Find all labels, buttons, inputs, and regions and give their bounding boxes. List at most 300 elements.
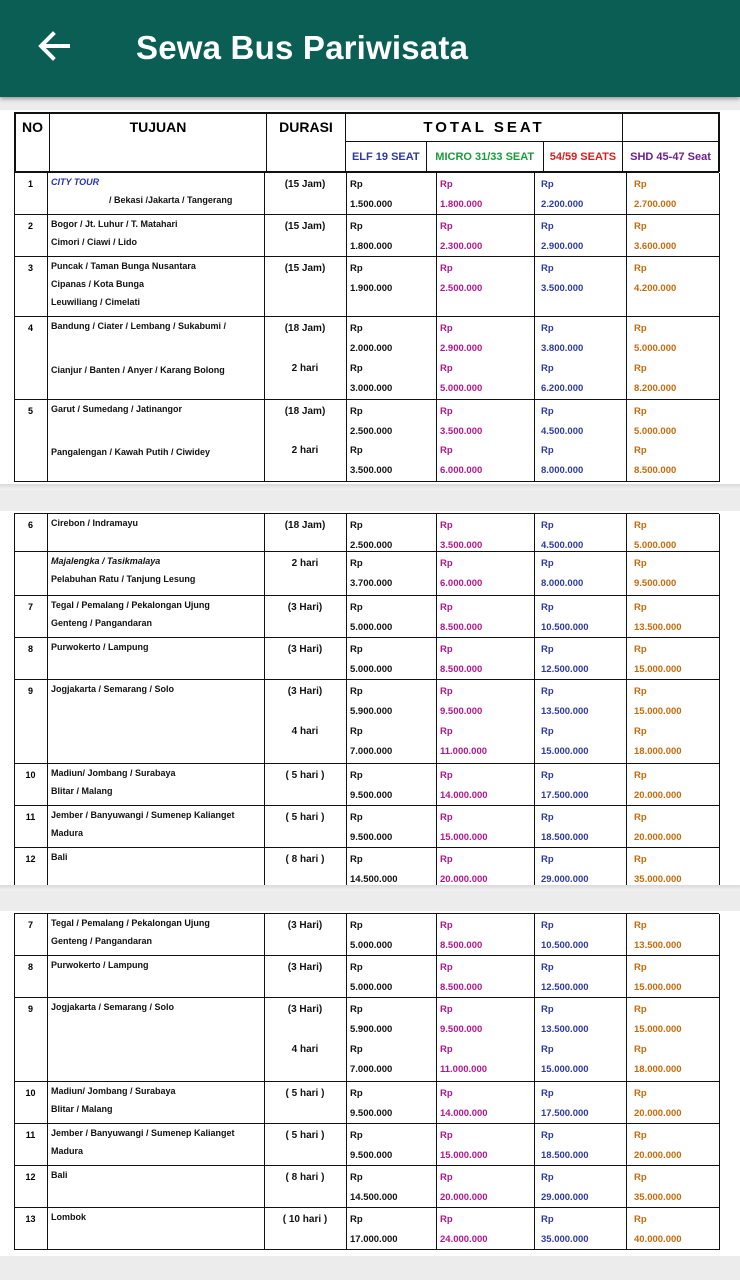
- price-value: 7.000.000: [350, 1064, 393, 1075]
- price-value: 8.200.000: [634, 382, 677, 394]
- table-divider: [436, 680, 437, 764]
- row-number: 8: [27, 962, 33, 972]
- currency-label: Rp: [440, 323, 453, 334]
- table-divider: [719, 1166, 720, 1208]
- price-value: 13.500.000: [634, 940, 682, 951]
- price-value: 2.900.000: [440, 343, 483, 354]
- screenshot-separator: [0, 484, 740, 490]
- table-divider: [436, 1208, 437, 1250]
- table-divider: [346, 1208, 347, 1250]
- price-value: 1.800.000: [350, 241, 393, 252]
- table-divider: [534, 173, 535, 215]
- duration-text: (3 Hari): [287, 1004, 323, 1015]
- destination-text: Cipanas / Kota Bunga: [51, 279, 145, 289]
- currency-label: Rp: [541, 686, 554, 697]
- currency-label: Rp: [440, 726, 453, 737]
- table-divider: [534, 257, 535, 317]
- table-divider: [534, 638, 535, 680]
- destination-text: Tegal / Pemalang / Pekalongan Ujung: [51, 918, 210, 928]
- table-divider: [47, 215, 48, 257]
- price-value: 2.200.000: [541, 199, 584, 210]
- row-number: 10: [25, 770, 36, 780]
- table-row: [14, 1165, 719, 1208]
- price-value: 5.900.000: [350, 1024, 393, 1035]
- currency-label: Rp: [634, 854, 647, 865]
- table-divider: [626, 514, 627, 552]
- table-row: [14, 1207, 719, 1250]
- table-divider: [719, 257, 720, 317]
- table-divider: [534, 1208, 535, 1250]
- row-number: 11: [25, 1130, 36, 1140]
- price-value: 20.000.000: [634, 790, 682, 801]
- duration-text: (18 Jam): [284, 520, 326, 531]
- currency-label: Rp: [541, 520, 554, 531]
- currency-label: Rp: [350, 854, 363, 865]
- currency-label: Rp: [440, 520, 453, 531]
- row-number: 6: [27, 520, 33, 530]
- table-row: [14, 997, 719, 1082]
- currency-label: Rp: [350, 644, 363, 655]
- destination-text: Madura: [51, 1146, 84, 1156]
- destination-text: Bali: [51, 1170, 68, 1180]
- duration-text: ( 8 hari ): [285, 1172, 325, 1183]
- row-number: 1: [27, 179, 33, 189]
- price-table-image-3: [0, 911, 740, 1256]
- table-bottom-border: [14, 1249, 719, 1250]
- table-divider: [626, 173, 627, 215]
- currency-label: Rp: [541, 323, 554, 334]
- table-divider: [719, 1124, 720, 1166]
- price-value: 8.000.000: [541, 465, 584, 476]
- currency-label: Rp: [350, 1130, 363, 1141]
- price-value: 8.000.000: [541, 578, 584, 589]
- table-divider: [719, 638, 720, 680]
- currency-label: Rp: [634, 962, 647, 973]
- currency-label: Rp: [350, 962, 363, 973]
- destination-text: Garut / Sumedang / Jatinangor: [51, 404, 183, 414]
- currency-label: Rp: [440, 602, 453, 613]
- currency-label: Rp: [541, 1088, 554, 1099]
- table-row: [14, 805, 719, 848]
- table-divider: [346, 1166, 347, 1208]
- table-divider: [719, 848, 720, 885]
- price-value: 5.000.000: [634, 343, 677, 354]
- destination-text: Cirebon / Indramayu: [51, 518, 139, 528]
- currency-label: Rp: [634, 1130, 647, 1141]
- currency-label: Rp: [541, 962, 554, 973]
- price-value: 15.000.000: [634, 706, 682, 717]
- price-value: 3.500.000: [440, 540, 483, 551]
- table-divider: [436, 552, 437, 596]
- price-value: 18.000.000: [634, 1064, 682, 1075]
- table-divider: [719, 1208, 720, 1250]
- currency-label: Rp: [350, 1172, 363, 1183]
- table-divider: [346, 257, 347, 317]
- price-value: 5.000.000: [350, 664, 393, 675]
- currency-label: Rp: [350, 263, 363, 274]
- currency-label: Rp: [634, 221, 647, 232]
- table-divider: [47, 638, 48, 680]
- table-divider: [626, 257, 627, 317]
- table-divider: [534, 1082, 535, 1124]
- price-value: 15.000.000: [541, 1064, 589, 1075]
- table-divider: [534, 552, 535, 596]
- currency-label: Rp: [440, 644, 453, 655]
- currency-label: Rp: [440, 1172, 453, 1183]
- row-number: 8: [27, 644, 33, 654]
- price-value: 3.500.000: [350, 465, 393, 476]
- price-value: 8.500.000: [440, 622, 483, 633]
- currency-label: Rp: [350, 1088, 363, 1099]
- price-value: 17.000.000: [350, 1234, 398, 1245]
- table-divider: [436, 806, 437, 848]
- table-divider: [534, 914, 535, 956]
- currency-label: Rp: [350, 406, 363, 417]
- destination-text: Genteng / Pangandaran: [51, 618, 153, 628]
- destination-text: Madiun/ Jombang / Surabaya: [51, 768, 176, 778]
- price-value: 20.000.000: [440, 1192, 488, 1203]
- table-row: [14, 513, 719, 552]
- currency-label: Rp: [634, 179, 647, 190]
- price-value: 5.000.000: [634, 426, 677, 437]
- duration-text: (3 Hari): [287, 962, 323, 973]
- price-value: 15.000.000: [541, 746, 589, 757]
- price-value: 7.000.000: [350, 746, 393, 757]
- table-row: [14, 551, 719, 596]
- price-value: 5.000.000: [440, 382, 483, 394]
- table-divider: [346, 173, 347, 215]
- table-divider: [436, 1166, 437, 1208]
- table-divider: [47, 596, 48, 638]
- currency-label: Rp: [440, 854, 453, 865]
- table-divider: [719, 806, 720, 848]
- price-value: 2.000.000: [350, 343, 393, 354]
- table-row: [14, 679, 719, 764]
- currency-label: Rp: [541, 854, 554, 865]
- table-divider: [534, 956, 535, 998]
- table-divider: [719, 956, 720, 998]
- price-value: 2.500.000: [350, 540, 393, 551]
- table-divider: [626, 215, 627, 257]
- row-number: 3: [27, 263, 33, 273]
- currency-label: Rp: [634, 812, 647, 823]
- price-value: 5.000.000: [350, 982, 393, 993]
- destination-text: / Bekasi /Jakarta / Tangerang: [109, 195, 233, 205]
- table-divider: [346, 806, 347, 848]
- table-row: [14, 214, 719, 257]
- currency-label: Rp: [350, 686, 363, 697]
- currency-label: Rp: [350, 1044, 363, 1055]
- currency-label: Rp: [541, 920, 554, 931]
- table-divider: [346, 998, 347, 1082]
- row-number: 11: [25, 812, 36, 822]
- row-number: 13: [25, 1214, 36, 1224]
- header-total-seat: TOTAL SEAT: [346, 114, 623, 142]
- table-divider: [626, 956, 627, 998]
- table-row: [14, 1123, 719, 1166]
- table-divider: [534, 215, 535, 257]
- price-value: 12.500.000: [541, 664, 589, 675]
- currency-label: Rp: [541, 221, 554, 232]
- duration-text: (15 Jam): [284, 179, 326, 190]
- table-divider: [719, 914, 720, 956]
- price-value: 3.500.000: [541, 283, 584, 294]
- table-divider: [719, 596, 720, 638]
- currency-label: Rp: [634, 1004, 647, 1015]
- table-divider: [47, 914, 48, 956]
- table-bottom-border: [14, 481, 719, 482]
- price-value: 15.000.000: [634, 664, 682, 675]
- currency-label: Rp: [541, 1172, 554, 1183]
- currency-label: Rp: [541, 812, 554, 823]
- table-divider: [626, 552, 627, 596]
- table-divider: [719, 173, 720, 215]
- currency-label: Rp: [634, 558, 647, 569]
- price-value: 3.600.000: [634, 241, 677, 252]
- table-divider: [534, 680, 535, 764]
- table-divider: [626, 998, 627, 1082]
- duration-text: 2 hari: [291, 445, 319, 456]
- table-divider: [47, 806, 48, 848]
- destination-text: Puncak / Taman Bunga Nusantara: [51, 261, 196, 271]
- price-value: 17.500.000: [541, 1108, 589, 1119]
- row-number: 4: [27, 323, 33, 333]
- duration-text: 2 hari: [291, 362, 319, 374]
- table-divider: [534, 806, 535, 848]
- row-number: 7: [27, 602, 33, 612]
- duration-text: (15 Jam): [284, 221, 326, 232]
- price-value: 2.900.000: [541, 241, 584, 252]
- table-row: [14, 399, 719, 482]
- table-row: [14, 595, 719, 638]
- currency-label: Rp: [440, 362, 453, 374]
- row-number: 9: [27, 686, 33, 696]
- table-divider: [14, 552, 15, 596]
- currency-label: Rp: [350, 520, 363, 531]
- duration-text: ( 5 hari ): [285, 1130, 325, 1141]
- table-divider: [719, 680, 720, 764]
- page-title: Sewa Bus Pariwisata: [136, 29, 469, 66]
- table-row: [14, 256, 719, 317]
- table-divider: [436, 317, 437, 400]
- table-divider: [346, 514, 347, 552]
- destination-text: Lombok: [51, 1212, 86, 1222]
- currency-label: Rp: [350, 1214, 363, 1225]
- price-table-image-1: [0, 110, 740, 484]
- header-tujuan: TUJUAN: [50, 114, 267, 172]
- destination-text: Bandung / Ciater / Lembang / Sukabumi /: [51, 321, 227, 331]
- table-divider: [626, 400, 627, 482]
- price-value: 9.500.000: [350, 832, 393, 843]
- table-divider: [626, 680, 627, 764]
- currency-label: Rp: [634, 644, 647, 655]
- table-divider: [534, 1124, 535, 1166]
- header-durasi: DURASI: [267, 114, 346, 172]
- price-value: 5.000.000: [350, 940, 393, 951]
- table-divider: [719, 514, 720, 552]
- table-divider: [436, 400, 437, 482]
- table-divider: [626, 1124, 627, 1166]
- currency-label: Rp: [634, 770, 647, 781]
- table-divider: [534, 514, 535, 552]
- table-divider: [346, 914, 347, 956]
- table-divider: [436, 596, 437, 638]
- table-divider: [719, 400, 720, 482]
- price-value: 5.900.000: [350, 706, 393, 717]
- duration-text: (18 Jam): [284, 323, 326, 334]
- table-divider: [719, 1082, 720, 1124]
- price-value: 5.000.000: [350, 622, 393, 633]
- currency-label: Rp: [350, 179, 363, 190]
- price-value: 15.000.000: [634, 1024, 682, 1035]
- table-divider: [47, 764, 48, 806]
- price-value: 8.500.000: [440, 940, 483, 951]
- table-divider: [436, 914, 437, 956]
- table-divider: [626, 806, 627, 848]
- price-value: 13.500.000: [541, 1024, 589, 1035]
- destination-text: Blitar / Malang: [51, 1104, 113, 1114]
- destination-text: Pelabuhan Ratu / Tanjung Lesung: [51, 574, 196, 584]
- row-number: 9: [27, 1004, 33, 1014]
- table-divider: [436, 257, 437, 317]
- table-divider: [534, 848, 535, 885]
- price-value: 6.200.000: [541, 382, 584, 394]
- currency-label: Rp: [541, 644, 554, 655]
- table-divider: [47, 1208, 48, 1250]
- table-row: [14, 172, 719, 215]
- table-divider: [47, 956, 48, 998]
- price-value: 14.000.000: [440, 1108, 488, 1119]
- header-seat-micro: MICRO 31/33 SEAT: [426, 142, 543, 172]
- destination-text: Blitar / Malang: [51, 786, 113, 796]
- price-value: 15.000.000: [634, 982, 682, 993]
- currency-label: Rp: [634, 686, 647, 697]
- table-divider: [346, 552, 347, 596]
- table-divider: [719, 317, 720, 400]
- price-value: 11.000.000: [440, 1064, 488, 1075]
- currency-label: Rp: [440, 686, 453, 697]
- currency-label: Rp: [634, 920, 647, 931]
- currency-label: Rp: [634, 445, 647, 456]
- table-divider: [436, 956, 437, 998]
- table-divider: [719, 764, 720, 806]
- price-value: 14.000.000: [440, 790, 488, 801]
- price-value: 14.500.000: [350, 1192, 398, 1203]
- row-number: 5: [27, 406, 33, 416]
- currency-label: Rp: [440, 1044, 453, 1055]
- row-number: 12: [25, 1172, 36, 1182]
- table-divider: [47, 1166, 48, 1208]
- currency-label: Rp: [440, 920, 453, 931]
- currency-label: Rp: [541, 362, 554, 374]
- destination-text: Purwokerto / Lampung: [51, 642, 149, 652]
- price-value: 13.500.000: [541, 706, 589, 717]
- price-value: 5.000.000: [634, 540, 677, 551]
- destination-text: Jogjakarta / Semarang / Solo: [51, 1002, 175, 1012]
- price-value: 35.000.000: [541, 1234, 589, 1245]
- price-value: 18.500.000: [541, 1150, 589, 1161]
- table-divider: [346, 596, 347, 638]
- currency-label: Rp: [350, 362, 363, 374]
- duration-text: (3 Hari): [287, 602, 323, 613]
- duration-text: ( 5 hari ): [285, 812, 325, 823]
- price-value: 17.500.000: [541, 790, 589, 801]
- price-value: 1.800.000: [440, 199, 483, 210]
- price-value: 8.500.000: [634, 465, 677, 476]
- row-number: 2: [27, 221, 33, 231]
- table-divider: [47, 173, 48, 215]
- table-divider: [626, 764, 627, 806]
- table-divider: [346, 956, 347, 998]
- currency-label: Rp: [541, 406, 554, 417]
- row-number: 12: [25, 854, 36, 864]
- price-value: 9.500.000: [440, 706, 483, 717]
- currency-label: Rp: [350, 920, 363, 931]
- currency-label: Rp: [634, 1044, 647, 1055]
- currency-label: Rp: [440, 1130, 453, 1141]
- arrow-left-icon[interactable]: [34, 26, 74, 66]
- price-value: 8.500.000: [440, 982, 483, 993]
- price-value: 1.500.000: [350, 199, 393, 210]
- price-value: 2.300.000: [440, 241, 483, 252]
- currency-label: Rp: [634, 323, 647, 334]
- currency-label: Rp: [350, 770, 363, 781]
- table-divider: [436, 1124, 437, 1166]
- currency-label: Rp: [634, 406, 647, 417]
- currency-label: Rp: [440, 221, 453, 232]
- destination-text: Bali: [51, 852, 68, 862]
- currency-label: Rp: [634, 726, 647, 737]
- table-divider: [534, 998, 535, 1082]
- duration-text: (18 Jam): [284, 406, 326, 417]
- price-value: 4.500.000: [541, 426, 584, 437]
- currency-label: Rp: [350, 812, 363, 823]
- table-divider: [47, 400, 48, 482]
- destination-text: Tegal / Pemalang / Pekalongan Ujung: [51, 600, 210, 610]
- destination-text: Jember / Banyuwangi / Sumenep Kalianget: [51, 810, 235, 820]
- currency-label: Rp: [541, 1214, 554, 1225]
- price-value: 3.800.000: [541, 343, 584, 354]
- table-divider: [346, 317, 347, 400]
- table-divider: [47, 257, 48, 317]
- duration-text: (3 Hari): [287, 686, 323, 697]
- currency-label: Rp: [541, 602, 554, 613]
- destination-text: Madura: [51, 828, 84, 838]
- table-divider: [436, 514, 437, 552]
- currency-label: Rp: [350, 602, 363, 613]
- duration-text: 2 hari: [291, 558, 319, 569]
- destination-text: Jember / Banyuwangi / Sumenep Kalianget: [51, 1128, 235, 1138]
- price-value: 4.500.000: [541, 540, 584, 551]
- price-value: 18.500.000: [541, 832, 589, 843]
- table-divider: [436, 764, 437, 806]
- currency-label: Rp: [440, 1214, 453, 1225]
- currency-label: Rp: [541, 1044, 554, 1055]
- table-row: [14, 955, 719, 998]
- destination-text: Pangalengan / Kawah Putih / Ciwidey: [51, 447, 211, 457]
- currency-label: Rp: [440, 812, 453, 823]
- table-divider: [719, 998, 720, 1082]
- table-divider: [47, 552, 48, 596]
- table-divider: [626, 914, 627, 956]
- price-value: 10.500.000: [541, 940, 589, 951]
- screenshot-separator: [0, 885, 740, 891]
- table-divider: [534, 1166, 535, 1208]
- currency-label: Rp: [634, 362, 647, 374]
- table-row: [14, 316, 719, 400]
- table-divider: [436, 998, 437, 1082]
- price-value: 6.000.000: [440, 465, 483, 476]
